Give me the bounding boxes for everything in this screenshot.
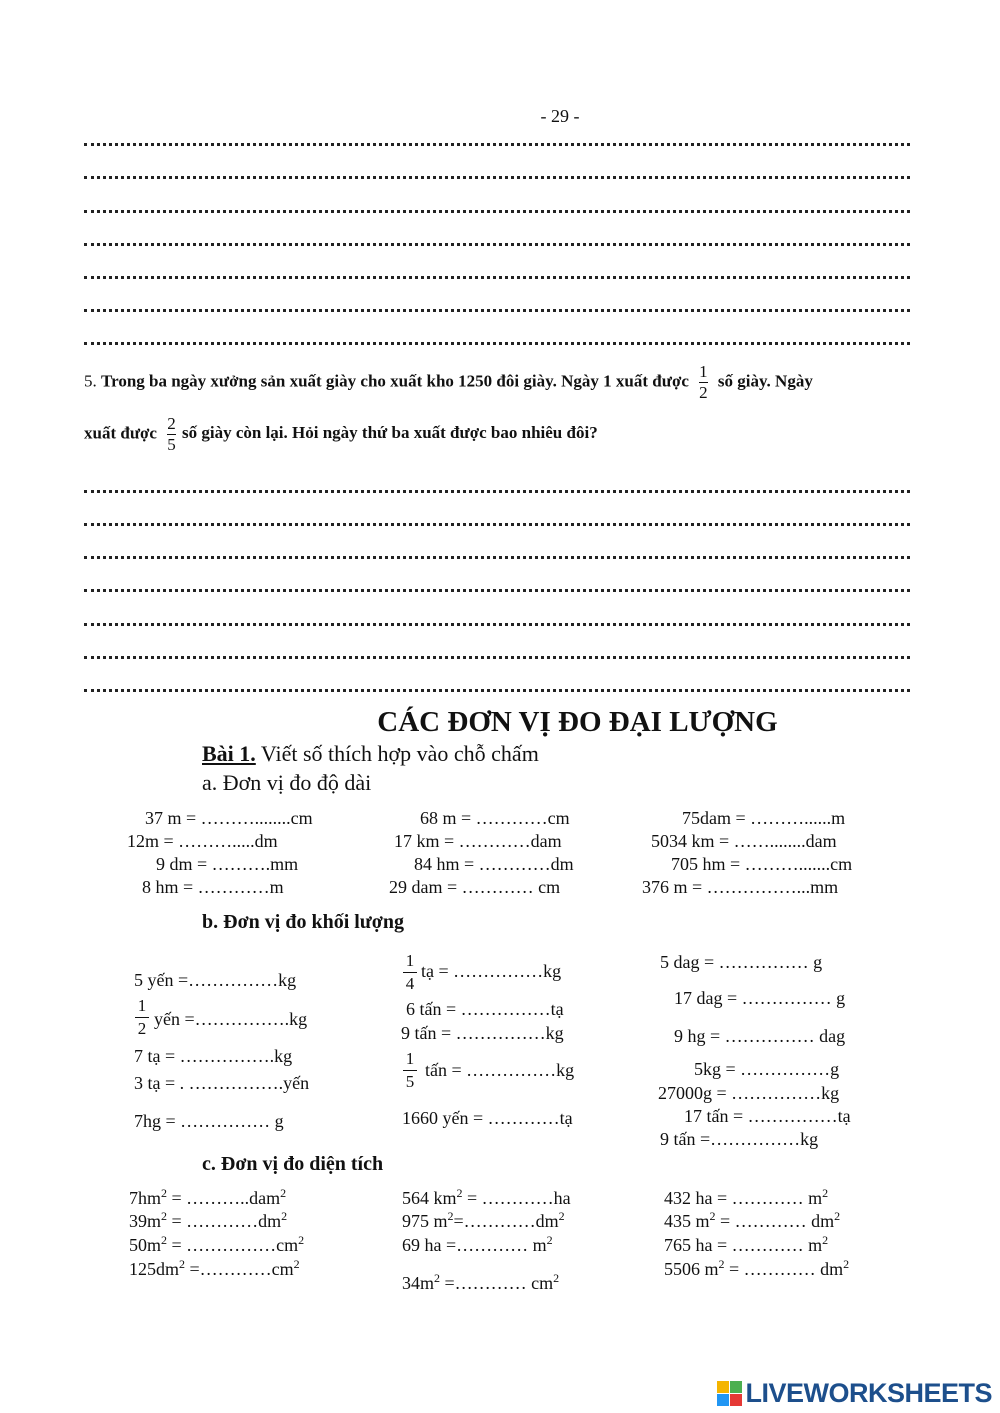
mass-item[interactable]: tạ = ……………kg [421, 961, 562, 981]
mass-item[interactable]: 3 tạ = . …………….yến [134, 1073, 310, 1093]
mass-item[interactable]: yến =…………….kg [154, 1009, 308, 1029]
length-item[interactable]: 8 hm = …………m [142, 877, 284, 897]
answer-line[interactable] [84, 656, 910, 659]
mass-item[interactable]: 5 dag = …………… g [660, 952, 823, 972]
answer-line[interactable] [84, 309, 910, 312]
mass-item[interactable]: 9 hg = …………… dag [674, 1026, 846, 1046]
length-item[interactable]: 376 m = ……………...mm [642, 877, 839, 897]
area-item[interactable]: $34m^2$ =………… $cm^2$ [402, 1271, 560, 1293]
fraction-one-half: 1 2 [135, 995, 149, 1040]
length-item[interactable]: 84 hm = …………dm [414, 854, 574, 874]
brand-name: LIVEWORKSHEETS [745, 1378, 992, 1408]
problem-number: 5. [84, 371, 97, 391]
mass-item[interactable]: 1660 yến = …………tạ [402, 1108, 573, 1128]
answer-line[interactable] [84, 589, 910, 592]
problem-text: số giày còn lại. Hỏi ngày thứ ba xuất được bao nhiêu đôi? [181, 423, 598, 443]
area-item[interactable]: 975 $m^2=\dots\dots\dots\dots dm^2$ [402, 1209, 565, 1231]
area-item[interactable]: 564 $km^2$ = …………ha [402, 1186, 571, 1208]
mass-item[interactable]: 17 dag = …………… g [674, 988, 846, 1008]
length-item[interactable]: 12m = ……….....dm [127, 831, 278, 851]
liveworksheets-mark-icon [717, 1381, 743, 1407]
problem-text: số giày. Ngày [717, 371, 813, 391]
mass-item[interactable]: tấn = ……………kg [425, 1060, 575, 1080]
length-heading: a. Đơn vị đo độ dài [202, 770, 372, 795]
mass-item[interactable]: 27000g = ……………kg [658, 1083, 840, 1103]
exercise-instruction: Viết số thích hợp vào chỗ chấm [255, 741, 539, 766]
fraction-one-fifth: 1 5 [403, 1048, 417, 1093]
exercise-1-heading [202, 741, 539, 767]
answer-line[interactable] [84, 490, 910, 493]
mass-item[interactable]: 7hg = …………… g [134, 1111, 284, 1131]
area-heading: c. Đơn vị đo diện tích [202, 1153, 384, 1175]
problem-text: xuất được [84, 423, 157, 443]
page-number: - 29 - [540, 106, 580, 126]
area-item[interactable]: $50m^2$ = $\dots\dots\dots\dots\dots cm^2$ [129, 1233, 305, 1255]
section-title: CÁC ĐƠN VỊ ĐO ĐẠI LƯỢNG [377, 706, 778, 738]
area-item[interactable]: 435 $m^2$ = ………… $dm^2$ [664, 1209, 841, 1231]
length-item[interactable]: 29 dam = ………… cm [389, 877, 561, 897]
fraction-one-half: $\frac{1}{2}$ [699, 362, 708, 402]
mass-item[interactable]: 5kg = ……………g [694, 1059, 840, 1079]
problem-text: Trong ba ngày xưởng sản xuất giày cho xuất kho 1250 đôi giày. Ngày 1 xuất được [101, 371, 689, 391]
answer-line[interactable] [84, 176, 910, 179]
mass-item[interactable]: 5 yến =……………kg [134, 970, 297, 990]
area-item[interactable]: $125dm^2$ $=\dots\dots\dots\dots cm^2$ [129, 1257, 300, 1279]
answer-line[interactable] [84, 143, 910, 146]
mass-heading: b. Đơn vị đo khối lượng [202, 911, 405, 933]
length-item[interactable]: 5034 km = ……........dam [651, 831, 837, 851]
area-item[interactable]: 765 ha = ………… $m^2$ [664, 1233, 829, 1255]
problem-5-line-2 [84, 414, 598, 455]
length-item[interactable]: 68 m = …………cm [420, 808, 570, 828]
answer-line[interactable] [84, 689, 910, 692]
area-item[interactable]: $7hm^2$ = ………..dam$^2$ [129, 1186, 287, 1208]
area-item[interactable]: 69 ha =………… $m^2$ [402, 1233, 553, 1255]
length-item[interactable]: 75dam = ………......m [682, 808, 846, 828]
exercise-label: Bài 1. [202, 741, 256, 766]
mass-item[interactable]: 17 tấn = ……………tạ [684, 1106, 851, 1126]
area-item[interactable]: 432 ha = ………… $m^2$ [664, 1186, 829, 1208]
liveworksheets-logo[interactable] [717, 1378, 992, 1409]
fraction-two-fifths: $\frac{2}{5}$ [167, 414, 176, 454]
answer-line[interactable] [84, 276, 910, 279]
answer-line[interactable] [84, 243, 910, 246]
area-item[interactable]: $39m^2$ = $\dots\dots\dots\dots dm^2$ [129, 1209, 288, 1231]
mass-item[interactable]: 6 tấn = ……………tạ [406, 999, 564, 1019]
length-item[interactable]: 17 km = …………dam [394, 831, 562, 851]
answer-line[interactable] [84, 623, 910, 626]
fraction-one-quarter: 1 4 [403, 950, 417, 995]
area-item[interactable]: 5506 $m^2$ = ………… $dm^2$ [664, 1257, 850, 1279]
answer-line[interactable] [84, 523, 910, 526]
mass-item[interactable]: 9 tấn =……………kg [660, 1129, 819, 1149]
length-item[interactable]: 9 dm = ……….mm [156, 854, 299, 874]
mass-item[interactable]: 9 tấn = ……………kg [401, 1023, 564, 1043]
problem-5-line-1 [84, 362, 813, 403]
answer-line[interactable] [84, 556, 910, 559]
mass-item[interactable]: 7 tạ = …………….kg [134, 1046, 293, 1066]
length-item[interactable]: 37 m = ………........cm [145, 808, 313, 828]
answer-line[interactable] [84, 342, 910, 345]
length-item[interactable]: 705 hm = ……….......cm [671, 854, 853, 874]
answer-line[interactable] [84, 210, 910, 213]
